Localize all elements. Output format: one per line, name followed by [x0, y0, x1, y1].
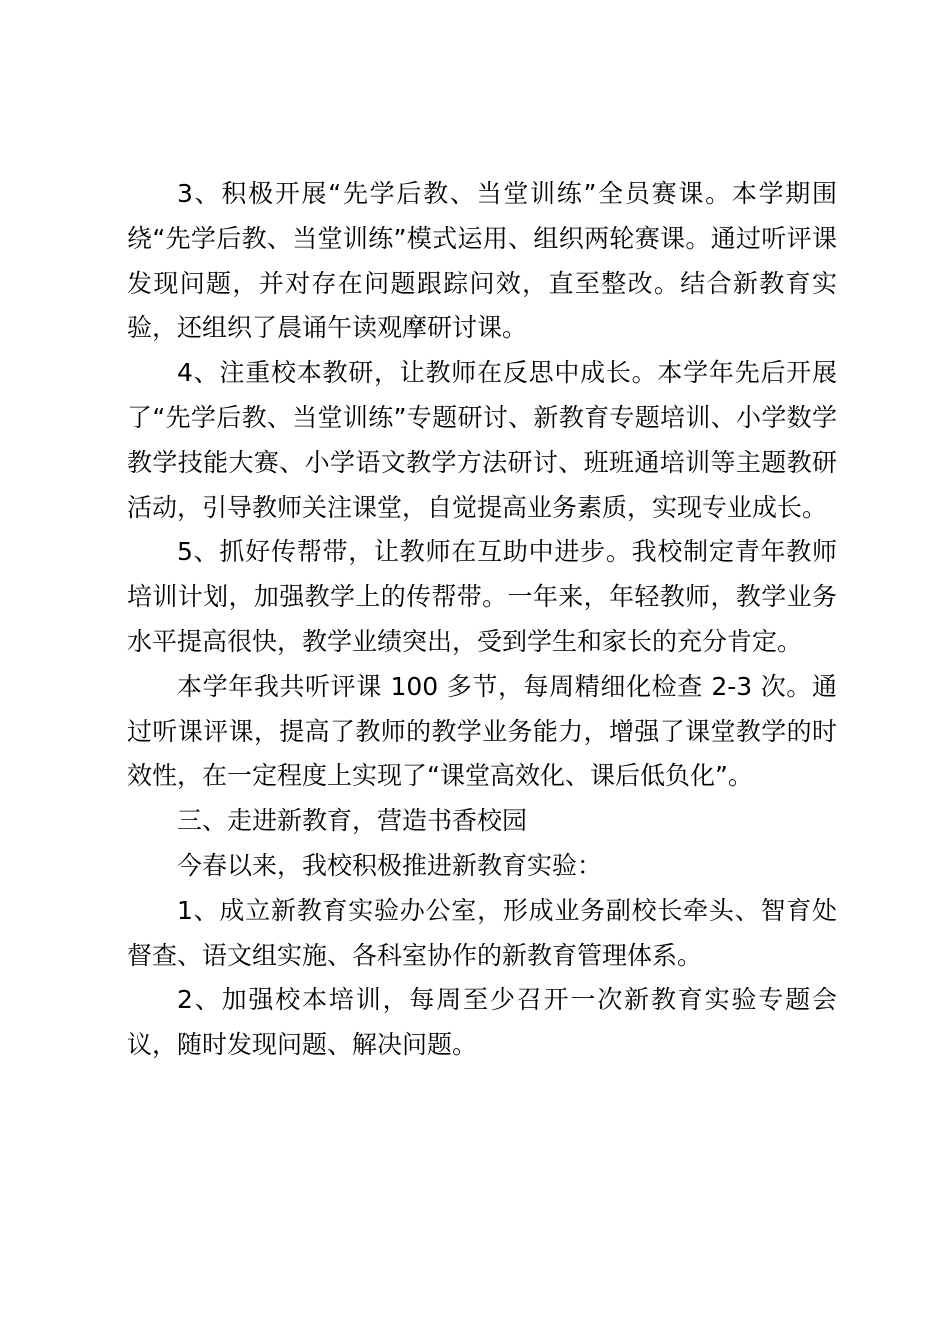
paragraph-lesson-evaluation-summary: 本学年我共听评课 100 多节，每周精细化检查 2-3 次。通过听课评课，提高了教师的教学业务能力，增强了课堂教学的时效性，在一定程度上实现了“课堂高效化、课后低负化”。 [127, 671, 837, 791]
paragraph-item-1-office: 1、成立新教育实验办公室，形成业务副校长牵头、智育处督查、语文组实施、各科室协作的新教育管理体系。 [127, 895, 837, 970]
paragraph-item-4-school-research: 4、注重校本教研，让教师在反思中成长。本学年先后开展了“先学后教、当堂训练”专题研讨、新教育专题培训、小学数学教学技能大赛、小学语文教学方法研讨、班班通培训等主题教研活动，引导教师关注课堂，自觉提高业务素质，实现专业成长。 [127, 358, 837, 522]
paragraph-item-5-mentoring: 5、抓好传帮带，让教师在互助中进步。我校制定青年教师培训计划，加强教学上的传帮带。一年来，年轻教师，教学业务水平提高很快，教学业绩突出，受到学生和家长的充分肯定。 [127, 537, 837, 656]
paragraph-item-3-competition: 3、积极开展“先学后教、当堂训练”全员赛课。本学期围绕“先学后教、当堂训练”模式运用、组织两轮赛课。通过听评课发现问题，并对存在问题跟踪问效，直至整改。结合新教育实验，还组织了晨诵午读观摩研讨课。 [127, 179, 837, 343]
paragraph-item-2-training: 2、加强校本培训，每周至少召开一次新教育实验专题会议，随时发现问题、解决问题。 [127, 985, 837, 1060]
section-heading-new-education: 三、走进新教育，营造书香校园 [177, 806, 528, 836]
paragraph-new-education-intro: 今春以来，我校积极推进新教育实验： [177, 850, 603, 880]
document-body [127, 172, 837, 1068]
